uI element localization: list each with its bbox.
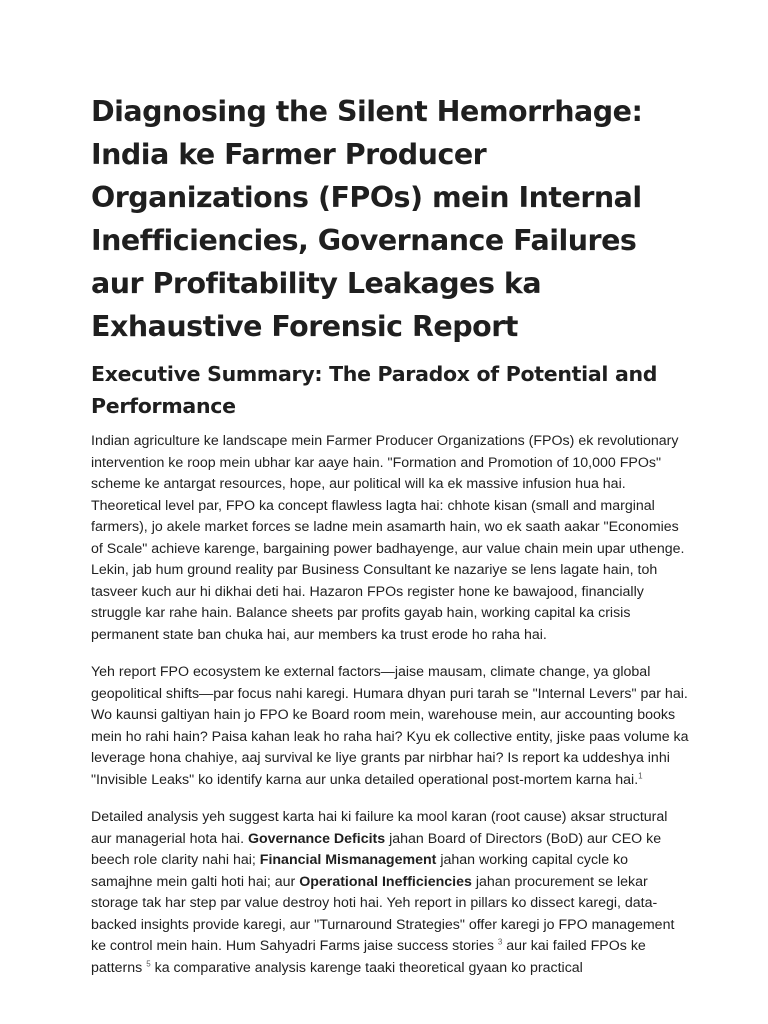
paragraph-3-text: jahan procurement se lekar storage tak har step par value destroy hoti hai. Yeh report in pillars ko dissect karegi, data-backed insights provide karegi, aur "Turnaround Strategies" offer karegi jo FPO management ke control mein hain. Hum Sahyadri Farms jaise success stories: [91, 873, 675, 954]
paragraph-3-text: aur kai failed FPOs ke patterns: [91, 938, 646, 976]
footnote-marker[interactable]: 1: [638, 770, 643, 780]
bold-operational-inefficiencies: Operational Inefficiencies: [299, 873, 472, 890]
paragraph-3-text: ka comparative analysis karenge taaki theoretical gyaan ko practical: [150, 959, 583, 976]
footnote-marker[interactable]: 5: [146, 958, 151, 968]
paragraph-3-text: Detailed analysis yeh suggest karta hai ki failure ka mool karan (root cause) aksar structural aur managerial hota hai.: [91, 809, 668, 847]
footnote-marker[interactable]: 3: [497, 937, 503, 947]
document-page: [91, 90, 691, 995]
bold-financial-mismanagement: Financial Mismanagement: [259, 852, 437, 868]
paragraph-1: Indian agriculture ke landscape mein Farmer Producer Organizations (FPOs) ek revolutionary intervention ke roop mein ubhar kar aaye hain. "Formation and Promotion of 10,000 FPOs" scheme ke antargat resources, hope, aur political will ka ek massive infusion hua hai. Theoretical level par, FPO ka concept flawless lagta hai: chhote kisan (small and marginal farmers), jo akele market forces se ladne mein asamarth hain, wo ek saath aakar "Economies of Scale" achieve karenge, bargaining power badhayenge, aur value chain mein upar uthenge. Lekin, jab hum ground reality par Business Consultant ke nazariye se lens lagate hain, toh tasveer kuch aur hi dikhai deti hai. Hazaron FPOs register hone ke bawajood, financially struggle kar rahe hain. Balance sheets par profits gayab hain, working capital ka crisis permanent state ban chuka hai, aur members ka trust erode ho raha hai.: [91, 433, 685, 643]
paragraph-3-text: jahan Board of Directors (BoD) aur CEO ke beech role clarity nahi hai;: [91, 830, 662, 868]
paragraph-3: [91, 807, 691, 979]
bold-governance-deficits: Governance Deficits: [247, 830, 386, 847]
paragraph-2: [91, 662, 691, 791]
section-heading-executive-summary: Executive Summary: The Paradox of Potential and Performance: [91, 362, 658, 418]
paragraph-3-text: jahan working capital cycle ko samajhne mein galti hoti hai; aur: [91, 852, 629, 890]
paragraph-2-text: Yeh report FPO ecosystem ke external factors—jaise mausam, climate change, ya global geopolitical shifts—par focus nahi karegi. Humara dhyan puri tarah se "Internal Levers" par hai. Wo kaunsi galtiyan hain jo FPO ke Board room mein, warehouse mein, aur accounting books mein ho rahi hain? Paisa kahan leak ho raha hai? Kyu ek collective entity, jiske paas volume ka leverage hona chahiye, aaj survival ke liye grants par nirbhar hai? Is report ka uddeshya inhi "Invisible Leaks" ko identify karna aur unka detailed operational post-mortem karna hai.: [91, 664, 689, 788]
document-title: Diagnosing the Silent Hemorrhage: India ke Farmer Producer Organizations (FPOs) mein Internal Inefficiencies, Governance Failures aur Profitability Leakages ka Exhaustive Forensic Report: [91, 95, 643, 343]
